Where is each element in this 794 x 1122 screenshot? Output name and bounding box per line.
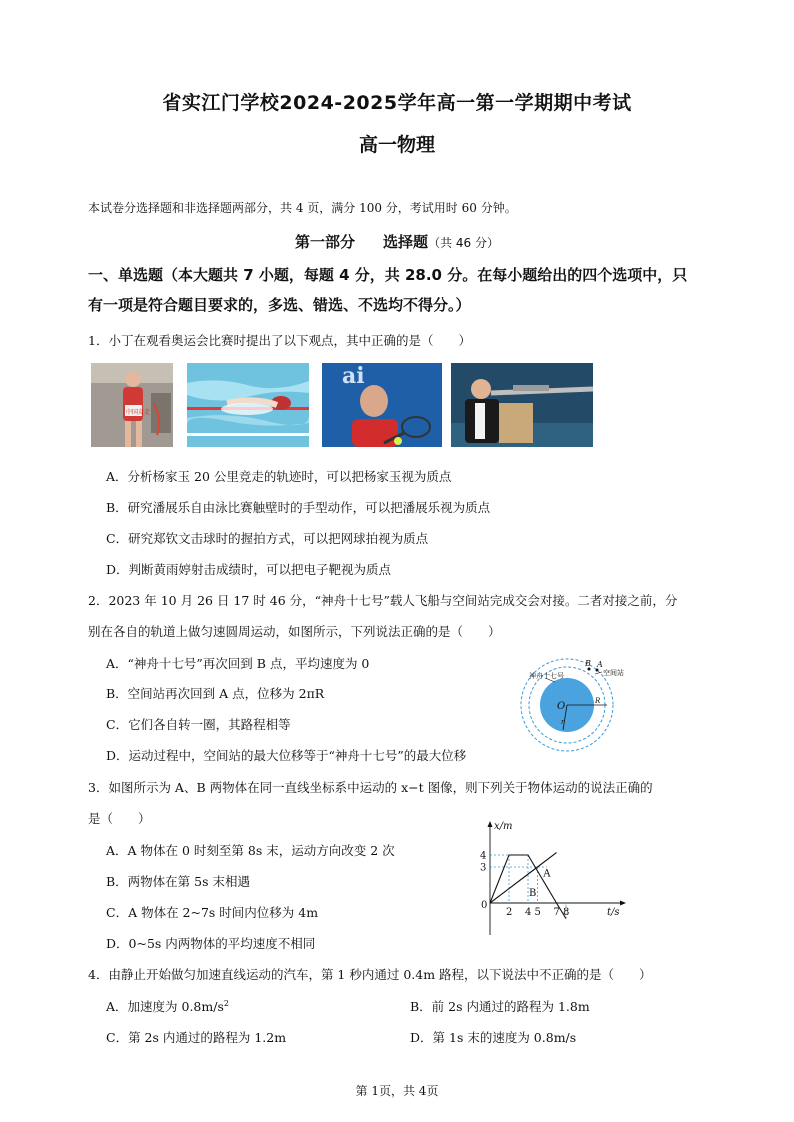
radius-small-label: r [561,718,565,726]
station-label: 空间站 [603,669,624,677]
svg-text:ai: ai [342,363,365,389]
section-heading [88,260,714,320]
q1-option-a: A．分析杨家玉 20 公里竞走的轨迹时，可以把杨家玉视为质点 [106,469,452,484]
q3-stem-line1: 3．如图所示为 A、B 两物体在同一直线坐标系中运动的 x−t 图像，则下列关于物体运动的说法正确的 [88,780,653,795]
part-name: 第一部分 [295,233,356,251]
x-tick-label: 7 [553,907,560,918]
q4-option-b: B．前 2s 内通过的路程为 1.8m [410,999,590,1014]
q4-option-a-text: A．加速度为 0.8m/s [106,999,224,1014]
point-a [596,669,599,672]
y-tick-label: 4 [480,850,487,862]
radius-big-label: R [595,697,601,705]
q4-stem: 4．由静止开始做匀加速直线运动的汽车，第 1 秒内通过 0.4m 路程，以下说法中不正确的是（ ） [88,967,652,982]
q2-stem-line2: 别在各自的轨道上做匀速圆周运动，如图所示，下列说法正确的是（ ） [88,624,501,639]
page-footer: 第 1页，共 4页 [355,1084,439,1098]
q1-option-d: D．判断黄雨婷射击成绩时，可以把电子靶视为质点 [106,562,392,577]
center-label: O [557,701,566,712]
xt-graph [470,815,630,940]
q1-option-b: B．研究潘展乐自由泳比赛触壁时的手型动作，可以把潘展乐视为质点 [106,500,491,515]
section-heading-line1: 一、单选题（本大题共 7 小题，每题 4 分，共 28.0 分。在每小题给出的四个选项中，只 [88,266,688,284]
photo-swimmer [187,363,309,447]
photo-race-walker [91,363,173,447]
q3-option-a: A．A 物体在 0 时刻至第 8s 末，运动方向改变 2 次 [106,843,395,858]
q4-option-a-sup: 2 [223,998,229,1008]
q4-option-c: C．第 2s 内通过的路程为 1.2m [106,1030,287,1045]
x-tick-label: 5 [534,907,541,918]
y-tick-label: 3 [480,862,487,874]
exam-title: 省实江门学校2024-2025学年高一第一学期期中考试 [162,92,632,114]
ship-label: 神舟十七号 [529,672,564,680]
y-axis-label: x/m [494,821,513,832]
photo-tennis-player [322,363,442,447]
q1-stem: 1．小丁在观看奥运会比赛时提出了以下观点，其中正确的是（ ） [88,333,471,348]
exam-intro: 本试卷分选择题和非选择题两部分，共 4 页，满分 100 分，考试用时 60 分钟。 [88,201,517,215]
orbit-diagram [515,652,625,756]
point-b [588,668,591,671]
part-score: （共 46 分） [428,236,499,250]
exam-subject: 高一物理 [358,134,435,156]
q3-option-c: C．A 物体在 2~7s 时间内位移为 4m [106,905,319,920]
section-heading-line2: 有一项是符合题目要求的，多选、错选、不选均不得分。） [88,296,471,314]
x-tick-label: 4 [525,907,532,918]
point-b-label: B [585,659,591,668]
origin-label: 0 [481,900,488,911]
photo-shooter [451,363,593,447]
x-tick-label: 2 [506,907,513,918]
point-a-label: A [597,660,603,669]
series-b-label: B [528,887,537,899]
part-heading [0,231,794,252]
photo-caption: 中国竞走 [126,409,151,416]
q3-stem-line2: 是（ ） [88,811,151,826]
q3-option-d: D．0~5s 内两物体的平均速度不相同 [106,936,316,951]
q4-option-a [106,997,229,1015]
q2-option-a: A．“神舟十七号”再次回到 B 点，平均速度为 0 [106,656,370,671]
q1-option-c: C．研究郑钦文击球时的握拍方式，可以把网球拍视为质点 [106,531,429,546]
q4-option-d: D．第 1s 末的速度为 0.8m/s [410,1030,577,1045]
x-axis-label: t/s [607,907,620,918]
q3-option-b: B．两物体在第 5s 末相遇 [106,874,251,889]
series-a-label: A [543,868,551,880]
x-tick-label: 8 [563,907,570,918]
q2-option-d: D．运动过程中，空间站的最大位移等于“神舟十七号”的最大位移 [106,748,467,763]
q2-stem-line1: 2．2023 年 10 月 26 日 17 时 46 分，“神舟十七号”载人飞船与空间站完成交会对接。二者对接之前，分 [88,593,678,608]
q2-option-c: C．它们各自转一圈，其路程相等 [106,717,291,732]
part-label: 选择题 [383,233,429,251]
q2-option-b: B．空间站再次回到 A 点，位移为 2πR [106,686,325,701]
